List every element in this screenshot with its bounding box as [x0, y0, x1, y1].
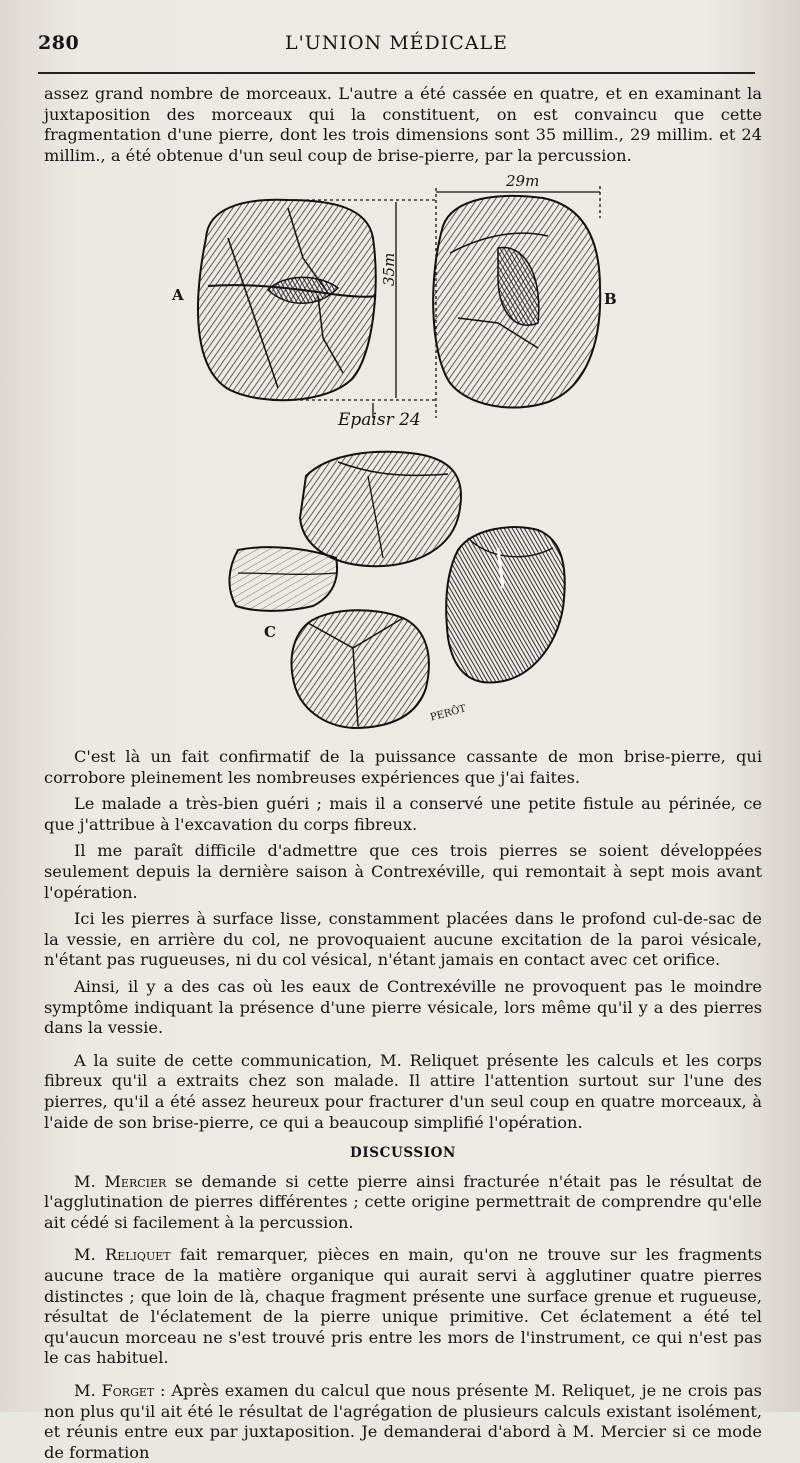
speaker-mercier: M. Mercier [74, 1171, 167, 1191]
discussion-heading: DISCUSSION [350, 1145, 456, 1162]
discussion-mercier [44, 1172, 762, 1234]
fragment-1 [300, 452, 461, 566]
discussion-reliquet [44, 1245, 762, 1369]
fragment-4 [292, 610, 429, 728]
dimension-thickness-label: Epaisr 24 [338, 410, 421, 430]
journal-title: L'UNION MÉDICALE [284, 32, 509, 54]
stone-b [433, 196, 600, 408]
paragraph-6: A la suite de cette communication, M. Reliquet présente les calculs et les corps fibreux qu'il a extraits chez son malade. Il attire l'attention surtout sur l'une des pierres, qu'il a été assez heureux pour fracturer d'un seul coup en quatre morceaux, à l'aide de son brise-pierre, ce qui a beaucoup simplifié l'opération. [44, 1050, 762, 1132]
discussion-reliquet-text: fait remarquer, pièces en main, qu'on ne trouve sur les fragments aucune trace de la matière organique qui aurait servi à agglutiner quatre pierres distinctes ; que loin de là, chaque fragment présente une surface grenue et rugueuse, résultat de l'éclatement de la pierre unique primitive. Cet éclatement a été tel qu'aucun morceau ne s'est trouvé pris entre les mors de l'instrument, ce qui n'est pas le cas habituel. [44, 1245, 763, 1368]
body-text [44, 747, 762, 1463]
stone-a [198, 200, 376, 400]
paragraph-top: assez grand nombre de morceaux. L'autre a été cassée en quatre, et en examinant la juxtaposition des morceaux qui la constituent, on est convaincu que cette fragmentation d'une pierre, dont les trois dimensions sont 35 millim., 29 millim. et 24 millim., a été obtenue d'un seul coup de brise-pierre, par la percussion. [44, 84, 762, 165]
paragraph-5: Ainsi, il y a des cas où les eaux de Contrexéville ne provoquent pas le moindre symptôme indiquant la présence d'une pierre vésicale, lors même qu'il y a des pierres dans la vessie. [44, 976, 762, 1038]
figure-label-a: A [172, 286, 184, 304]
calculi-figure [168, 172, 617, 736]
engraver-signature: PERÔT [429, 703, 468, 724]
dimension-width-label: 29m [506, 172, 540, 190]
speaker-reliquet: M. Reliquet [74, 1245, 171, 1265]
fragment-2 [229, 547, 337, 611]
discussion-mercier-text: se demande si cette pierre ainsi fracturée n'était pas le résultat de l'agglutination de pierres différentes ; cette origine permettrait de comprendre qu'elle ait cédé si facilement à la percussion. [44, 1171, 762, 1232]
speaker-forget: M. Forget : [74, 1381, 166, 1401]
page-number: 280 [38, 32, 80, 54]
paragraph-2: Le malade a très-bien guéri ; mais il a conservé une petite fistule au périnée, ce que j'attribue à l'excavation du corps fibreux. [44, 794, 762, 834]
header-rule [38, 72, 755, 74]
figure-label-b: B [604, 290, 617, 308]
figure-label-c: C [264, 623, 276, 641]
paragraph-3: Il me paraît difficile d'admettre que ces trois pierres se soient développées seulement depuis la dernière saison à Contrexéville, qui remontait à sept mois avant l'opération. [44, 841, 762, 902]
discussion-forget-text: Après examen du calcul que nous présente M. Reliquet, je ne crois pas non plus qu'il ait été le résultat de l'agrégation de plusieurs calculs existant isolément, et réunis entre eux par juxtaposition. Je demanderai d'abord à M. Mercier si ce mode de formation [44, 1381, 762, 1462]
dimension-height-label: 35m [380, 252, 398, 286]
discussion-forget [44, 1381, 762, 1463]
paragraph-1: C'est là un fait confirmatif de la puissance cassante de mon brise-pierre, qui corrobore pleinement les nombreuses expériences que j'ai faites. [44, 747, 762, 787]
paragraph-4: Ici les pierres à surface lisse, constamment placées dans le profond cul-de-sac de la vessie, en arrière du col, ne provoquaient aucune excitation de la paroi vésicale, n'étant pas rugueuses, ni du col vésical, n'étant jamais en contact avec cet orifice. [44, 909, 762, 970]
running-header [38, 32, 755, 62]
fragment-3 [446, 527, 565, 683]
top-text-block [44, 84, 762, 166]
